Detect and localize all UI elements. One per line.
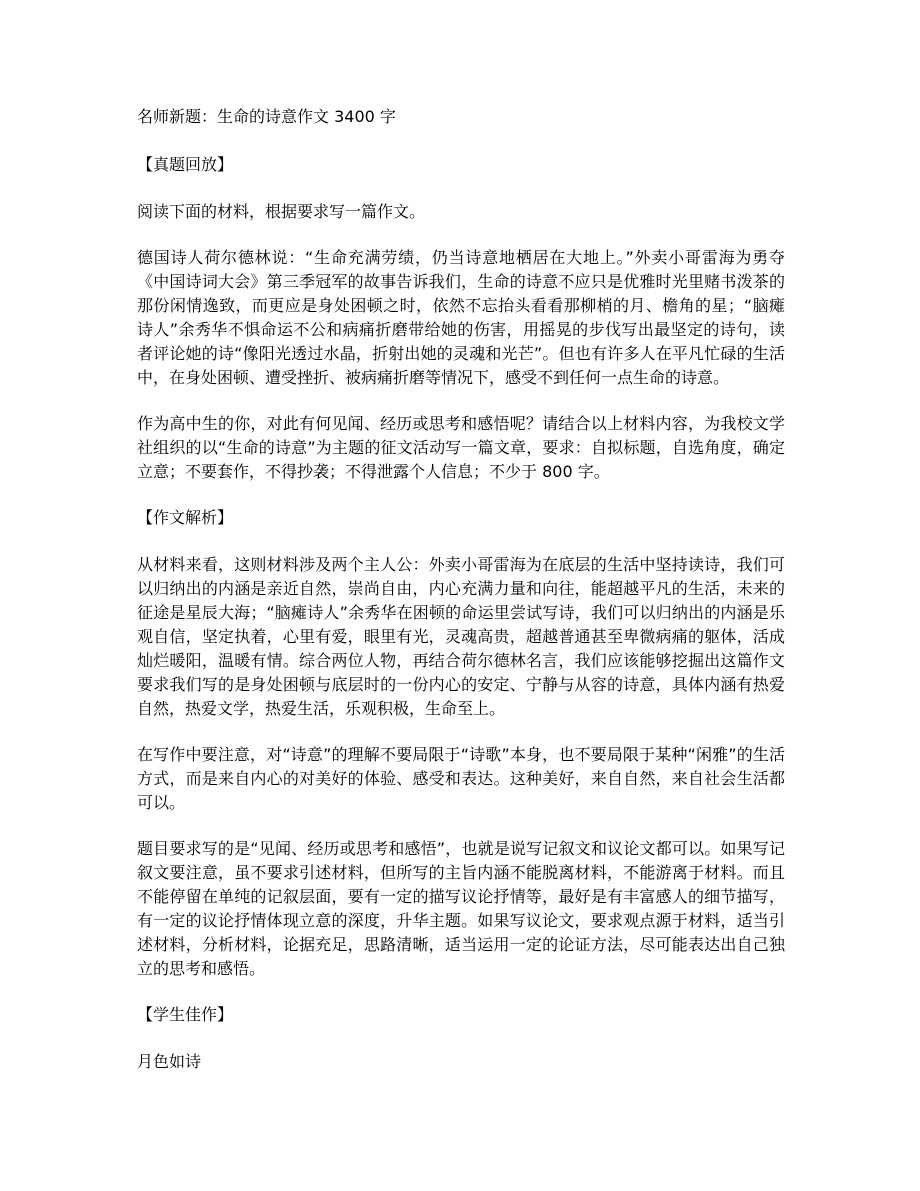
document-title: 名师新题：生命的诗意作文 3400 字 bbox=[137, 107, 396, 126]
document-body bbox=[137, 105, 785, 1074]
paragraph-material: 德国诗人荷尔德林说：“生命充满劳绩，仍当诗意地栖居在大地上。”外卖小哥雷海为勇夺《中国诗词大会》第三季冠军的故事告诉我们，生命的诗意不应只是优雅时光里赌书泼茶的那份闲情逸致，而更应是身处困顿之时，依然不忘抬头看看那柳梢的月、檐角的星；“脑瘫诗人”余秀华不惧命运不公和病痛折磨带给她的伤害，用摇晃的步伐写出最坚定的诗句，读者评论她的诗“像阳光透过水晶，折射出她的灵魂和光芒”。但也有许多人在平凡忙碌的生活中，在身处困顿、遭受挫折、被病痛折磨等情况下，感受不到任何一点生命的诗意。 bbox=[137, 248, 785, 387]
section-heading-analysis: 【作文解析】 bbox=[137, 508, 234, 527]
section-heading-student-work: 【学生佳作】 bbox=[137, 1005, 234, 1024]
paragraph-analysis-2: 在写作中要注意，对“诗意”的理解不要局限于“诗歌”本身，也不要局限于某种“闲雅”的生活方式，而是来自内心的对美好的体验、感受和表达。这种美好，来自自然，来自社会生活都可以。 bbox=[137, 745, 785, 812]
section-heading-review: 【真题回放】 bbox=[137, 155, 234, 174]
paragraph-analysis-3: 题目要求写的是“见闻、经历或思考和感悟”，也就是说写记叙文和议论文都可以。如果写记叙文要注意，虽不要求引述材料，但所写的主旨内涵不能脱离材料，不能游离于材料。而且不能停留在单纯的记叙层面，要有一定的描写议论抒情等，最好是有丰富感人的细节描写，有一定的议论抒情体现立意的深度，升华主题。如果写议论文，要求观点源于材料，适当引述材料，分析材料，论据充足，思路清晰，适当运用一定的论证方法，尽可能表达出自己独立的思考和感悟。 bbox=[137, 839, 785, 978]
paragraph-requirements: 作为高中生的你，对此有何见闻、经历或思考和感悟呢？请结合以上材料内容，为我校文学社组织的以“生命的诗意”为主题的征文活动写一篇文章，要求：自拟标题，自选角度，确定立意；不要套作，不得抄袭；不得泄露个人信息；不少于 800 字。 bbox=[137, 414, 785, 481]
paragraph-analysis-1: 从材料来看，这则材料涉及两个主人公：外卖小哥雷海为在底层的生活中坚持读诗，我们可以归纳出的内涵是亲近自然，崇尚自由，内心充满力量和向往，能超越平凡的生活，未来的征途是星辰大海；“脑瘫诗人”余秀华在困顿的命运里尝试写诗，我们可以归纳出的内涵是乐观自信，坚定执着，心里有爱，眼里有光，灵魂高贵，超越普通甚至卑微病痛的躯体，活成灿烂暖阳，温暖有情。综合两位人物，再结合荷尔德林名言，我们应该能够挖掘出这篇作文要求我们写的是身处困顿与底层时的一份内心的安定、宁静与从容的诗意，具体内涵有热爱自然，热爱文学，热爱生活，乐观积极，生命至上。 bbox=[137, 555, 785, 718]
essay-title: 月色如诗 bbox=[137, 1052, 202, 1071]
paragraph-instruction: 阅读下面的材料，根据要求写一篇作文。 bbox=[137, 202, 426, 221]
